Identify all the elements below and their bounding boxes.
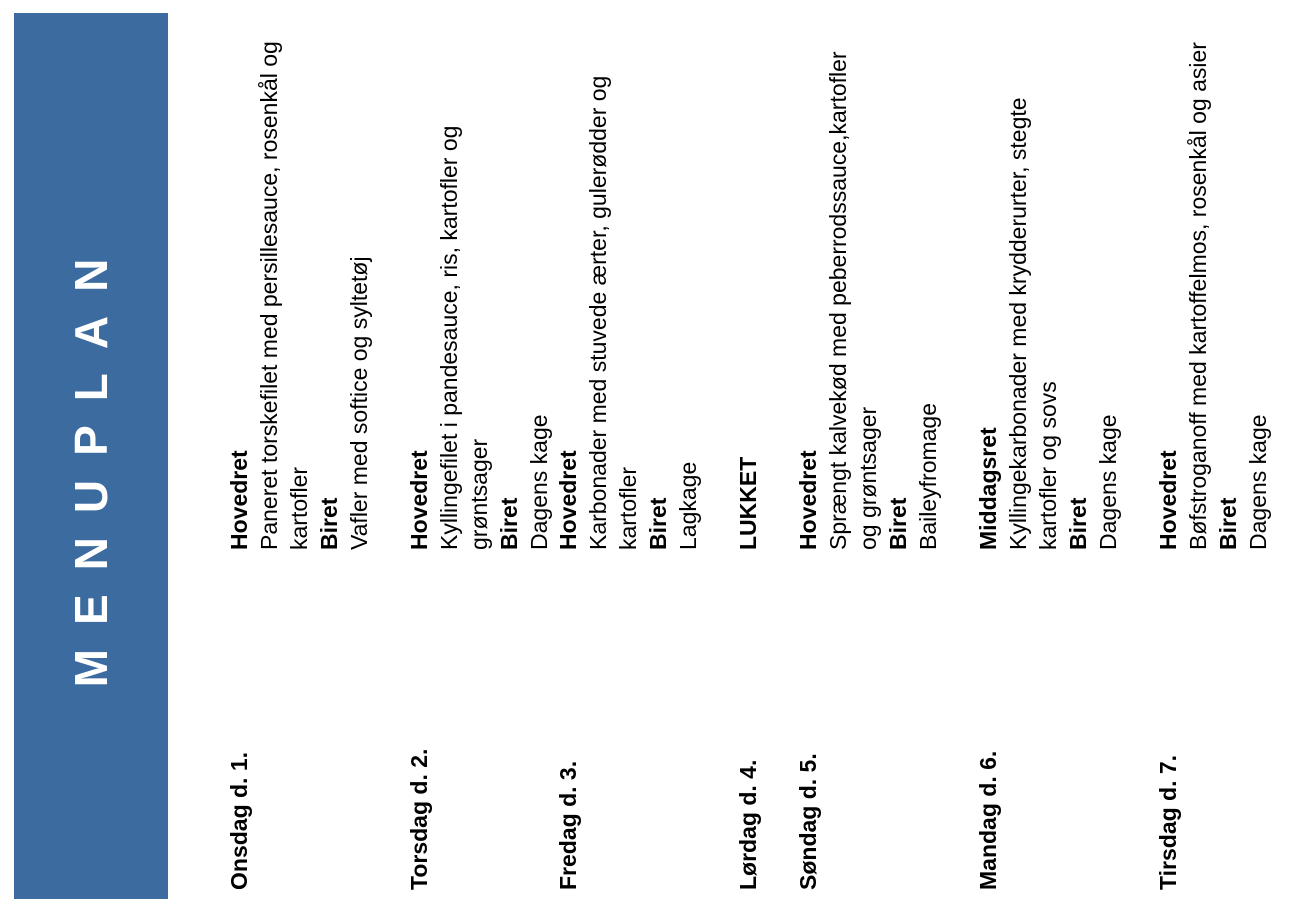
main-course-title: Hovedret [226, 450, 252, 550]
main-course-dish: Bøfstroganoff med kartoffelmos, rosenkål og asier [1185, 42, 1211, 550]
day-label: Torsdag d. 2. [406, 748, 432, 890]
menu-content [224, 20, 1284, 890]
day-menu [1153, 20, 1273, 550]
day-menu [973, 20, 1123, 550]
day-label: Tirsdag d. 7. [1155, 754, 1181, 890]
day-label: Lørdag d. 4. [735, 759, 761, 890]
dessert-title: Biret [1065, 497, 1091, 550]
main-course-dish: Paneret torskefilet med persillesauce, rosenkål og kartofler [256, 41, 312, 550]
dessert-dish: Lagkage [675, 461, 701, 550]
day-row-onsdag [224, 20, 374, 890]
day-menu [224, 20, 374, 550]
dessert-dish: Vafler med softice og syltetøj [346, 256, 372, 550]
main-course-title: Middagsret [975, 427, 1001, 550]
dessert-dish: Dagens kage [526, 414, 552, 550]
day-row-sondag [793, 20, 943, 890]
main-course-dish: Kyllingekarbonader med krydderurter, stegte kartofler og sovs [1005, 97, 1061, 550]
main-course-dish: Sprængt kalvekød med peberrodssauce,kartofler og grøntsager [825, 51, 881, 550]
dessert-dish: Baileyfromage [915, 402, 941, 550]
dessert-title: Biret [496, 497, 522, 550]
dessert-title: Biret [885, 497, 911, 550]
day-label: Onsdag d. 1. [226, 751, 252, 890]
dessert-dish: Dagens kage [1095, 414, 1121, 550]
day-menu [733, 20, 763, 550]
main-course-title: Hovedret [795, 450, 821, 550]
day-row-mandag [973, 20, 1123, 890]
main-course-title: Hovedret [1155, 450, 1181, 550]
day-row-lordag [733, 20, 763, 890]
closed-label: LUKKET [735, 456, 761, 550]
main-course-dish: Kyllingefilet i pandesauce, ris, kartofler og grøntsager [436, 125, 492, 550]
day-row-torsdag [404, 20, 554, 890]
banner-title: MENUPLAN [65, 234, 117, 688]
main-course-title: Hovedret [555, 450, 581, 550]
main-course-dish: Karbonader med stuvede ærter, gulerødder og kartofler [585, 75, 641, 550]
day-label: Fredag d. 3. [555, 760, 581, 890]
dessert-title: Biret [645, 497, 671, 550]
dessert-dish: Dagens kage [1245, 414, 1271, 550]
main-course-title: Hovedret [406, 450, 432, 550]
day-menu [404, 20, 554, 550]
day-label: Søndag d. 5. [795, 753, 821, 890]
dessert-title: Biret [1215, 497, 1241, 550]
day-row-tirsdag [1153, 20, 1273, 890]
day-row-fredag [553, 20, 703, 890]
day-label: Mandag d. 6. [975, 750, 1001, 890]
day-menu [553, 20, 703, 550]
day-menu [793, 20, 943, 550]
dessert-title: Biret [316, 497, 342, 550]
